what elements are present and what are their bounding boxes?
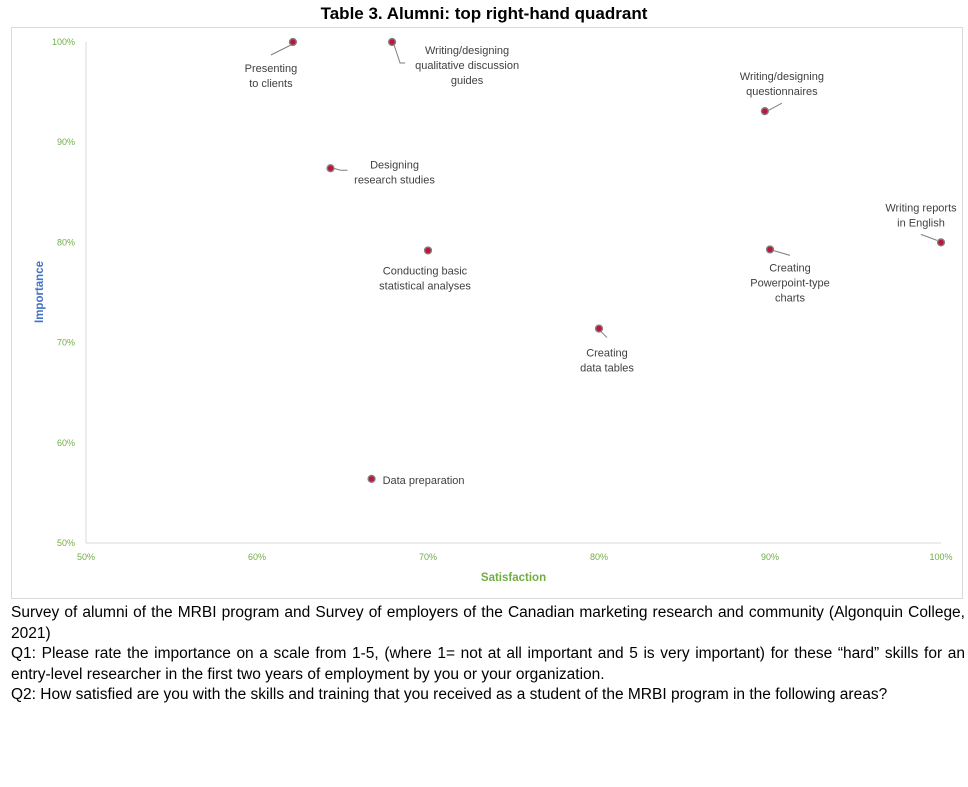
y-tick-label: 60% bbox=[56, 437, 75, 448]
x-axis-title: Satisfaction bbox=[480, 572, 547, 584]
leader-line bbox=[394, 45, 405, 63]
data-label: Creating bbox=[586, 347, 628, 360]
data-point bbox=[368, 475, 375, 482]
y-tick-label: 80% bbox=[56, 237, 75, 248]
leader-line bbox=[921, 234, 937, 240]
data-label: statistical analyses bbox=[379, 280, 471, 293]
x-tick-label: 100% bbox=[929, 552, 953, 562]
data-label: qualitative discussion bbox=[415, 60, 520, 72]
data-point bbox=[290, 39, 297, 46]
y-tick-label: 70% bbox=[56, 337, 75, 348]
data-label: data tables bbox=[580, 362, 634, 375]
data-label: Data preparation bbox=[382, 474, 465, 487]
y-tick-label: 100% bbox=[51, 37, 75, 47]
leader-line bbox=[334, 168, 348, 170]
leader-line bbox=[769, 103, 782, 110]
data-label: Creating bbox=[769, 262, 811, 275]
data-label: Conducting basic bbox=[382, 265, 468, 278]
data-label: Presenting bbox=[244, 63, 298, 75]
data-point bbox=[389, 39, 396, 46]
data-point bbox=[596, 325, 603, 332]
question-2-note: Q2: How satisfied are you with the skills and training that you received as a student of the MRBI program in the following areas? bbox=[11, 686, 888, 703]
data-label: in English bbox=[897, 217, 945, 230]
chart-area bbox=[11, 27, 963, 599]
leader-line bbox=[271, 45, 291, 55]
data-point bbox=[938, 239, 945, 246]
x-tick-label: 80% bbox=[589, 552, 609, 562]
data-label: Powerpoint-type bbox=[750, 277, 830, 290]
chart-title: Table 3. Alumni: top right-hand quadrant bbox=[320, 4, 648, 23]
data-label: guides bbox=[450, 75, 484, 87]
data-label: questionnaires bbox=[746, 86, 818, 99]
data-label: research studies bbox=[354, 174, 435, 187]
data-label: to clients bbox=[249, 78, 293, 90]
x-tick-label: 90% bbox=[760, 552, 780, 562]
y-axis-title: Importance bbox=[34, 261, 46, 323]
x-tick-label: 70% bbox=[418, 552, 438, 562]
figure-notes bbox=[11, 603, 965, 706]
source-note: Survey of alumni of the MRBI program and Survey of employers of the Canadian marketing research and community (Algonquin College, 2021) bbox=[11, 604, 965, 642]
data-point bbox=[761, 108, 768, 115]
y-tick-label: 90% bbox=[56, 137, 75, 148]
data-label: Writing/designing bbox=[739, 71, 824, 84]
leader-line bbox=[773, 250, 790, 255]
data-label: Writing reports bbox=[885, 202, 957, 215]
x-tick-label: 60% bbox=[247, 552, 267, 562]
data-label: Writing/designing bbox=[424, 45, 510, 57]
data-label: charts bbox=[775, 292, 805, 305]
data-label: Designing bbox=[370, 159, 419, 172]
data-point bbox=[425, 247, 432, 254]
y-tick-label: 50% bbox=[56, 538, 75, 548]
leader-line bbox=[601, 332, 607, 338]
x-tick-label: 50% bbox=[76, 552, 96, 562]
question-1-note: Q1: Please rate the importance on a scale from 1-5, (where 1= not at all important and 5 is very important) for these “hard” skills for an entry-level researcher in the first two years of employment by you or your organization. bbox=[11, 645, 965, 683]
scatter-chart bbox=[12, 28, 964, 600]
data-point bbox=[327, 165, 334, 172]
data-point bbox=[767, 246, 774, 253]
